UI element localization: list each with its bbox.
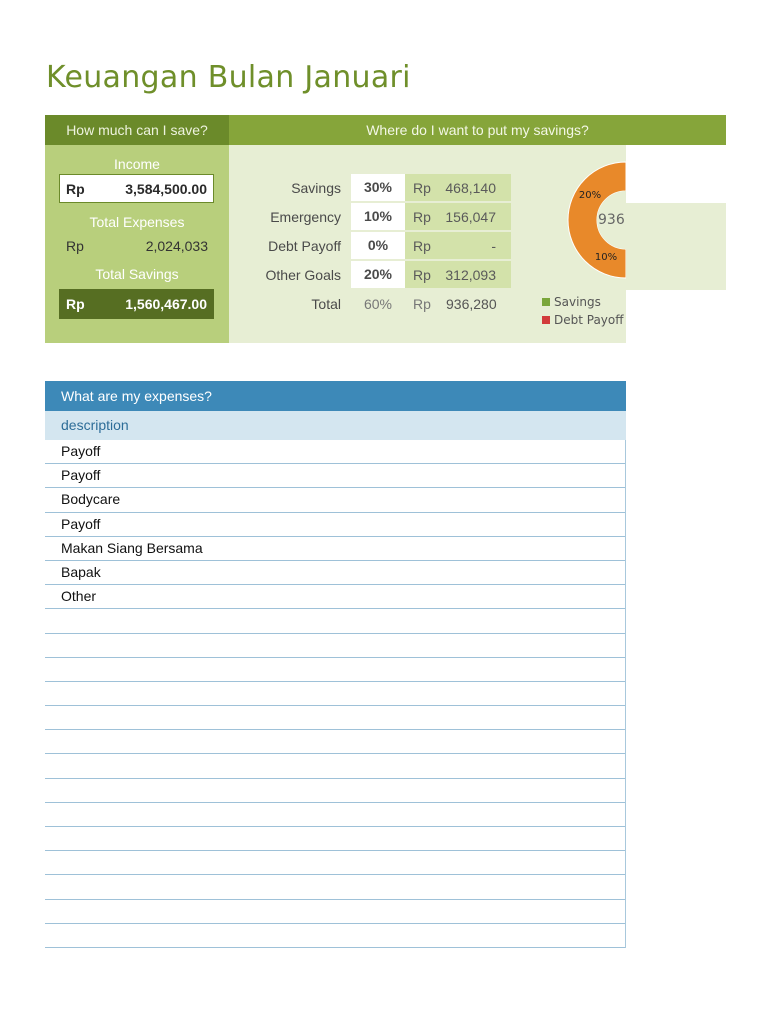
legend-item-debt-payoff <box>542 313 624 327</box>
table-row[interactable] <box>45 754 625 778</box>
allocation-label-debt-payoff: Debt Payoff <box>268 238 341 254</box>
table-row[interactable]: Makan Siang Bersama <box>45 537 625 561</box>
total-expenses-value: 2,024,033 <box>145 238 208 254</box>
allocation-amount-emergency <box>405 203 511 230</box>
donut-slice-label: 10% <box>594 252 618 263</box>
table-row[interactable] <box>45 827 625 851</box>
allocation-value: - <box>491 238 496 254</box>
total-expenses-currency: Rp <box>66 238 84 254</box>
allocation-percent-other-goals[interactable]: 20% <box>351 261 405 288</box>
legend-swatch-savings <box>542 298 550 306</box>
allocation-percent-debt-payoff[interactable]: 0% <box>351 232 405 259</box>
income-value: 3,584,500.00 <box>125 181 207 197</box>
allocation-amount-other-goals <box>405 261 511 288</box>
allocation-total-label: Total <box>311 296 341 312</box>
table-row[interactable]: Other <box>45 585 625 609</box>
allocation-label-other-goals: Other Goals <box>265 267 341 283</box>
allocation-label-savings: Savings <box>291 180 341 196</box>
allocation-value: 156,047 <box>445 209 496 225</box>
income-label: Income <box>114 156 160 172</box>
table-row[interactable] <box>45 875 625 899</box>
income-field[interactable] <box>59 174 214 203</box>
table-row[interactable]: Payoff <box>45 464 625 488</box>
table-row[interactable] <box>45 900 625 924</box>
table-row[interactable] <box>45 779 625 803</box>
table-row[interactable] <box>45 658 625 682</box>
table-row[interactable]: Bodycare <box>45 488 625 512</box>
table-row[interactable]: Bapak <box>45 561 625 585</box>
legend-item-savings <box>542 295 601 309</box>
save-section-header: How much can I save? <box>45 115 229 145</box>
table-row[interactable] <box>45 634 625 658</box>
allocation-panel-extension <box>626 203 726 290</box>
income-currency: Rp <box>66 181 85 197</box>
table-row[interactable] <box>45 682 625 706</box>
allocation-section-header: Where do I want to put my savings? <box>229 115 726 145</box>
allocation-amount-savings <box>405 174 511 201</box>
total-savings-currency: Rp <box>66 296 85 312</box>
expenses-section-header: What are my expenses? <box>45 381 626 411</box>
donut-slice-label: 20% <box>578 190 602 201</box>
table-row[interactable] <box>45 706 625 730</box>
allocation-currency: Rp <box>413 209 431 225</box>
total-savings-field <box>59 289 214 319</box>
allocation-label-emergency: Emergency <box>270 209 341 225</box>
allocation-percent-emergency[interactable]: 10% <box>351 203 405 230</box>
page-title: Keuangan Bulan Januari <box>46 60 411 95</box>
allocation-value: 312,093 <box>445 267 496 283</box>
allocation-currency: Rp <box>413 267 431 283</box>
allocation-percent-savings[interactable]: 30% <box>351 174 405 201</box>
table-row[interactable] <box>45 730 625 754</box>
legend-label-savings: Savings <box>554 295 601 309</box>
table-row[interactable]: Payoff <box>45 440 625 464</box>
table-row[interactable]: Payoff <box>45 513 625 537</box>
expenses-column-header[interactable]: description <box>45 411 626 440</box>
table-row[interactable] <box>45 803 625 827</box>
allocation-value: 468,140 <box>445 180 496 196</box>
allocation-amount-debt-payoff <box>405 232 511 259</box>
allocation-total-value: 936,280 <box>446 296 497 312</box>
allocation-currency: Rp <box>413 238 431 254</box>
total-expenses-label: Total Expenses <box>89 214 185 230</box>
allocation-currency: Rp <box>413 180 431 196</box>
total-savings-label: Total Savings <box>95 266 179 282</box>
legend-label-debt-payoff: Debt Payoff <box>554 313 624 327</box>
total-savings-value: 1,560,467.00 <box>125 296 207 312</box>
donut-center-text: 936 <box>598 212 625 228</box>
table-row[interactable] <box>45 609 625 633</box>
table-row[interactable] <box>45 924 625 948</box>
allocation-total-currency: Rp <box>413 296 431 312</box>
expenses-table-body <box>45 440 626 948</box>
allocation-total-percent: 60% <box>363 296 393 312</box>
table-row[interactable] <box>45 851 625 875</box>
legend-swatch-debt-payoff <box>542 316 550 324</box>
